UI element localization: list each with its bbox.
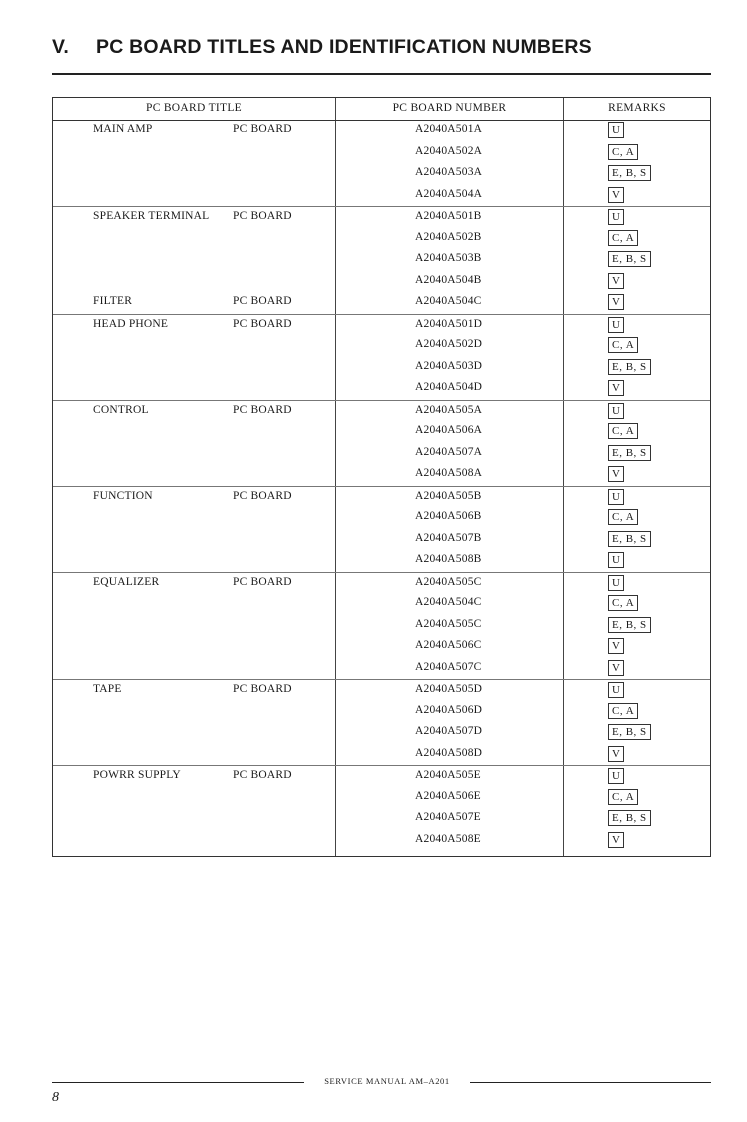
table-row: [53, 378, 710, 400]
board-remark: [608, 638, 624, 654]
board-number: A2040A506C: [415, 639, 482, 651]
table-row: [53, 142, 710, 164]
header-remarks: REMARKS: [608, 102, 666, 114]
board-remark: [608, 273, 624, 289]
table-row: [53, 701, 710, 723]
board-remark: [608, 317, 624, 333]
table-row: [53, 679, 710, 702]
board-remark: [608, 445, 651, 461]
board-remark: [608, 403, 624, 419]
board-number: A2040A506E: [415, 789, 481, 802]
board-number: A2040A501D: [415, 317, 483, 330]
board-number: A2040A502A: [415, 144, 483, 157]
board-number: A2040A505E: [415, 769, 481, 781]
table-row: [53, 486, 710, 509]
board-title: SPEAKER TERMINAL: [93, 210, 210, 222]
board-remark: [608, 660, 624, 676]
remark-box: E, B, S: [608, 445, 651, 461]
board-number: A2040A503B: [415, 252, 482, 264]
footer-rule-right: [470, 1082, 711, 1083]
board-remark: [608, 359, 651, 375]
table-row: [53, 507, 710, 529]
board-remark: [608, 768, 624, 784]
table-row: [53, 120, 710, 142]
header-number: PC BOARD NUMBER: [392, 102, 507, 114]
remark-box: V: [608, 273, 624, 289]
table-row: [53, 400, 710, 423]
board-remark: [608, 509, 638, 525]
board-remark: [608, 703, 638, 719]
board-remark: [608, 810, 651, 826]
header-title: PC BOARD TITLE: [146, 102, 242, 114]
board-title: TAPE: [93, 683, 122, 695]
remark-box: C, A: [608, 423, 638, 439]
remark-box: U: [608, 682, 624, 698]
board-number: A2040A506A: [415, 424, 483, 436]
board-number: A2040A508D: [415, 746, 483, 759]
table-row: [53, 464, 710, 486]
board-number: A2040A504B: [415, 273, 482, 286]
board-number: A2040A504C: [415, 596, 482, 608]
board-remark: [608, 466, 624, 482]
board-type: PC BOARD: [233, 489, 292, 502]
board-remark: [608, 144, 638, 160]
table-row: [53, 443, 710, 465]
footer-rule-left: [52, 1082, 304, 1083]
board-number: A2040A501A: [415, 123, 483, 135]
board-remark: [608, 746, 624, 762]
page-number: 8: [52, 1090, 59, 1105]
remark-box: E, B, S: [608, 165, 651, 181]
remark-box: U: [608, 552, 624, 568]
board-title: EQUALIZER: [93, 575, 160, 588]
board-number: A2040A504D: [415, 381, 483, 393]
table-row: [53, 744, 710, 766]
table-row: [53, 658, 710, 680]
table-row: [53, 636, 710, 658]
remark-box: C, A: [608, 509, 638, 525]
remark-box: C, A: [608, 703, 638, 719]
board-number: A2040A503D: [415, 359, 483, 372]
board-type: PC BOARD: [233, 210, 292, 222]
remark-box: V: [608, 187, 624, 203]
remark-box: U: [608, 489, 624, 505]
remark-box: U: [608, 122, 624, 138]
board-type: PC BOARD: [233, 575, 292, 588]
board-number: A2040A504C: [415, 295, 482, 307]
board-remark: [608, 489, 624, 505]
board-remark: [608, 682, 624, 698]
table-row: [53, 314, 710, 337]
table-row: [53, 787, 710, 809]
table-row: [53, 593, 710, 615]
table-row: [53, 722, 710, 744]
board-number: A2040A502D: [415, 338, 483, 350]
board-number: A2040A501B: [415, 210, 482, 222]
remark-box: E, B, S: [608, 251, 651, 267]
board-title: FUNCTION: [93, 489, 153, 502]
board-type: PC BOARD: [233, 769, 292, 781]
board-number: A2040A505C: [415, 617, 482, 630]
remark-box: U: [608, 575, 624, 591]
board-remark: [608, 595, 638, 611]
remark-box: E, B, S: [608, 724, 651, 740]
table-row: [53, 206, 710, 229]
remark-box: V: [608, 638, 624, 654]
board-remark: [608, 337, 638, 353]
board-title: MAIN AMP: [93, 123, 153, 135]
table-row: [53, 830, 710, 852]
board-remark: [608, 209, 624, 225]
board-title: FILTER: [93, 295, 133, 307]
board-remark: [608, 187, 624, 203]
table-row: [53, 185, 710, 207]
board-type: PC BOARD: [233, 317, 292, 330]
footer-text: SERVICE MANUAL AM–A201: [324, 1076, 450, 1086]
remark-box: E, B, S: [608, 531, 651, 547]
board-number: A2040A505C: [415, 575, 482, 588]
board-title: POWRR SUPPLY: [93, 769, 181, 781]
table-header: [53, 98, 710, 121]
pc-board-table: [52, 97, 711, 857]
remark-box: V: [608, 660, 624, 676]
board-remark: [608, 380, 624, 396]
board-number: A2040A506B: [415, 510, 482, 522]
board-remark: [608, 122, 624, 138]
table-row: [53, 615, 710, 637]
remark-box: V: [608, 380, 624, 396]
table-row: [53, 765, 710, 788]
table-row: [53, 249, 710, 271]
table-row: [53, 228, 710, 250]
remark-box: E, B, S: [608, 359, 651, 375]
remark-box: V: [608, 466, 624, 482]
table-row: [53, 357, 710, 379]
section-number: V.: [52, 36, 70, 58]
board-type: PC BOARD: [233, 683, 292, 695]
board-number: A2040A507C: [415, 660, 482, 673]
remark-box: C, A: [608, 789, 638, 805]
board-remark: [608, 575, 624, 591]
board-number: A2040A507D: [415, 725, 483, 737]
section-heading: PC BOARD TITLES AND IDENTIFICATION NUMBERS: [96, 36, 592, 58]
board-title: HEAD PHONE: [93, 317, 169, 330]
board-remark: [608, 294, 624, 310]
board-remark: [608, 617, 651, 633]
table-row: [53, 808, 710, 830]
remark-box: V: [608, 746, 624, 762]
remark-box: C, A: [608, 337, 638, 353]
board-title: CONTROL: [93, 403, 149, 416]
table-row: [53, 529, 710, 551]
board-number: A2040A508B: [415, 553, 482, 565]
board-remark: [608, 423, 638, 439]
table-row: [53, 335, 710, 357]
board-number: A2040A506D: [415, 703, 483, 716]
table-row: [53, 292, 710, 314]
section-title: [52, 36, 712, 59]
board-number: A2040A508A: [415, 467, 483, 479]
remark-box: E, B, S: [608, 617, 651, 633]
board-remark: [608, 230, 638, 246]
board-remark: [608, 832, 624, 848]
remark-box: C, A: [608, 144, 638, 160]
title-rule: [52, 73, 711, 75]
board-remark: [608, 552, 624, 568]
remark-box: E, B, S: [608, 810, 651, 826]
remark-box: V: [608, 832, 624, 848]
board-remark: [608, 531, 651, 547]
board-remark: [608, 724, 651, 740]
board-number: A2040A502B: [415, 230, 482, 243]
table-row: [53, 550, 710, 572]
remark-box: U: [608, 768, 624, 784]
board-remark: [608, 789, 638, 805]
remark-box: C, A: [608, 595, 638, 611]
board-number: A2040A505A: [415, 403, 483, 416]
board-number: A2040A507A: [415, 445, 483, 458]
remark-box: V: [608, 294, 624, 310]
table-row: [53, 421, 710, 443]
board-number: A2040A504A: [415, 187, 483, 200]
board-number: A2040A505B: [415, 489, 482, 502]
remark-box: C, A: [608, 230, 638, 246]
board-number: A2040A508E: [415, 832, 481, 845]
table-row: [53, 163, 710, 185]
board-number: A2040A507B: [415, 531, 482, 544]
board-number: A2040A503A: [415, 166, 483, 178]
table-row: [53, 271, 710, 293]
board-number: A2040A507E: [415, 811, 481, 823]
board-remark: [608, 165, 651, 181]
board-type: PC BOARD: [233, 123, 292, 135]
remark-box: U: [608, 209, 624, 225]
table-row: [53, 572, 710, 595]
board-type: PC BOARD: [233, 403, 292, 416]
remark-box: U: [608, 317, 624, 333]
board-remark: [608, 251, 651, 267]
board-number: A2040A505D: [415, 683, 483, 695]
board-type: PC BOARD: [233, 295, 292, 307]
remark-box: U: [608, 403, 624, 419]
